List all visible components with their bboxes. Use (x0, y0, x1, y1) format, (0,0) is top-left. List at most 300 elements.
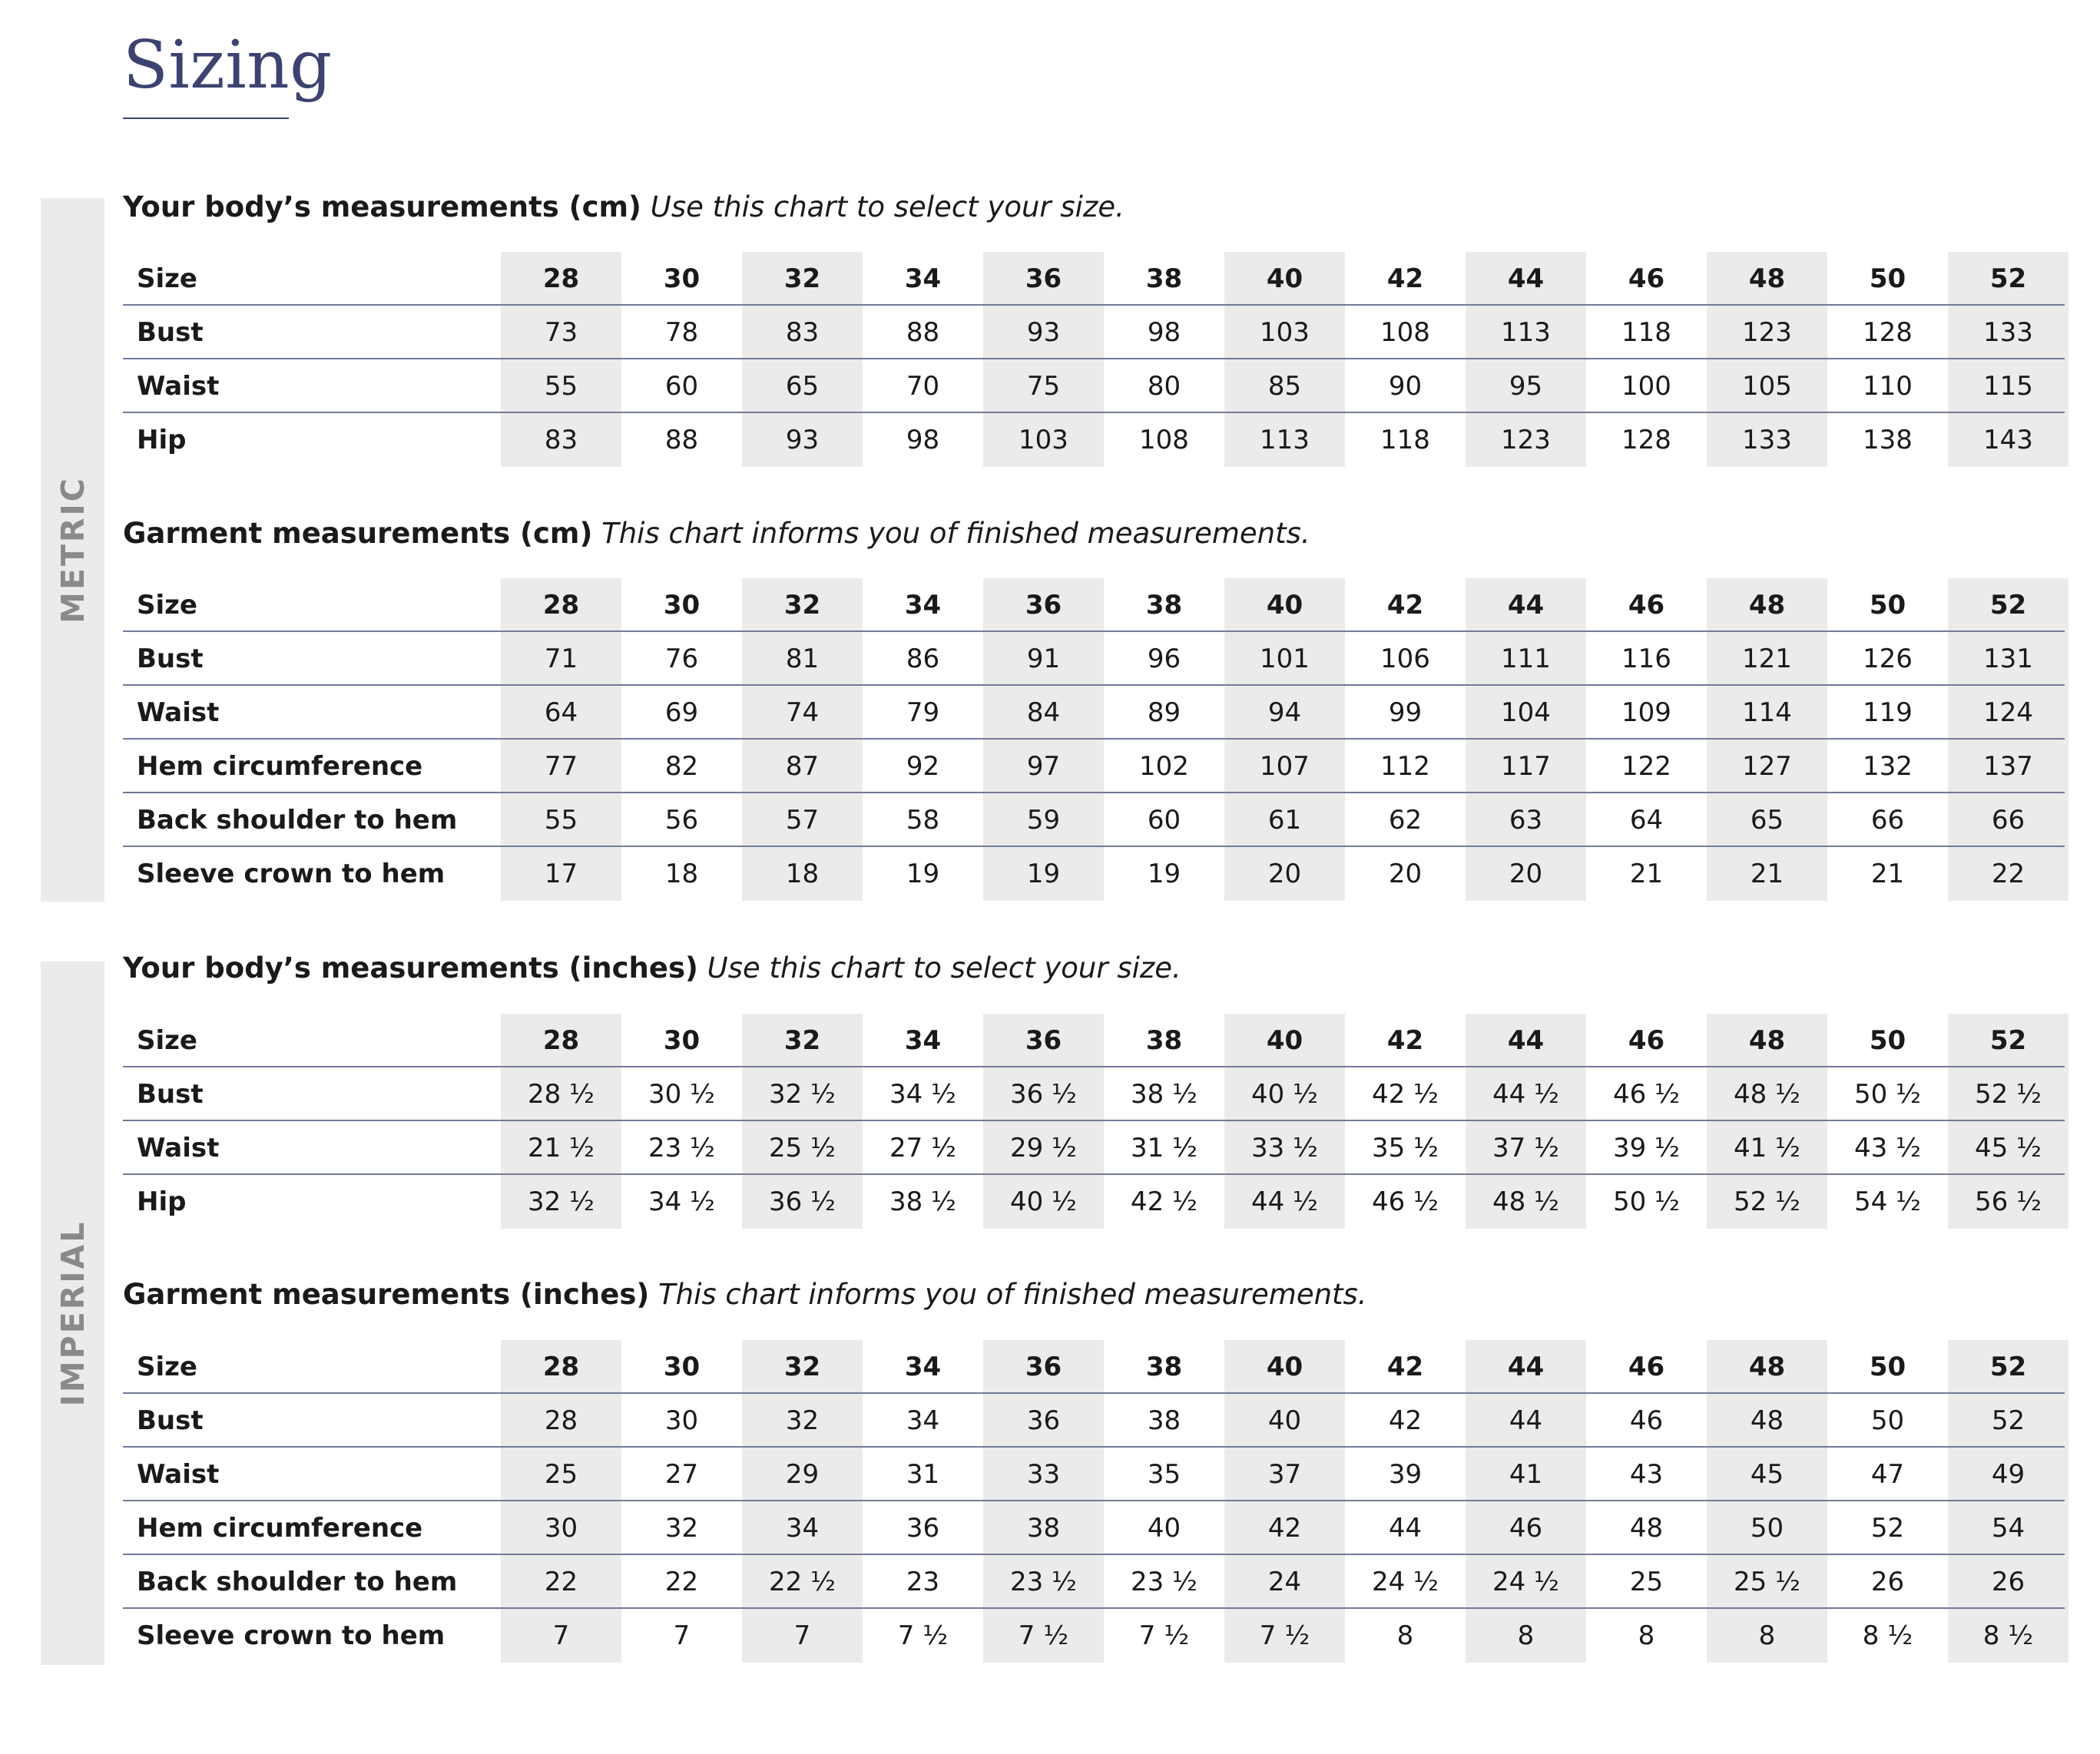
measurement-cell: 38 (983, 1501, 1104, 1555)
measurement-cell: 48 ½ (1466, 1175, 1586, 1229)
measurement-cell: 26 (1948, 1555, 2069, 1609)
measurement-cell: 52 ½ (1707, 1175, 1827, 1229)
measurement-cell: 58 (906, 805, 940, 836)
row-label: Waist (137, 371, 220, 402)
size-header-cell: 34 (904, 590, 942, 621)
size-header-cell: 40 (1224, 1014, 1345, 1067)
measurement-cell: 106 (1380, 644, 1430, 674)
measurement-cell: 111 (1466, 632, 1586, 686)
measurement-cell: 107 (1224, 740, 1345, 793)
measurement-cell: 32 ½ (501, 1175, 621, 1229)
measurement-cell: 31 ½ (1130, 1133, 1198, 1163)
size-header-cell: 46 (1628, 263, 1665, 294)
measurement-cell: 17 (501, 847, 621, 901)
measurement-cell: 114 (1707, 686, 1827, 740)
row-label: Back shoulder to hem (137, 1567, 458, 1597)
table-row (123, 740, 2065, 793)
measurement-cell: 60 (664, 371, 699, 402)
table-row (123, 306, 2065, 359)
measurement-cell: 52 ½ (1948, 1067, 2069, 1121)
row-label: Waist (137, 1459, 220, 1490)
size-header-cell: 44 (1466, 1340, 1586, 1394)
measurement-cell: 30 ½ (648, 1079, 716, 1110)
measurement-cell: 78 (664, 317, 699, 348)
measurement-cell: 113 (1224, 413, 1345, 467)
row-label: Back shoulder to hem (137, 805, 458, 836)
measurement-cell: 94 (1224, 686, 1345, 740)
size-header-cell: 44 (1466, 1014, 1586, 1067)
row-label: Sleeve crown to hem (137, 1620, 446, 1651)
table-heading: Your body’s measurements (inches) Use this chart to select your size. (123, 951, 1181, 985)
measurement-cell: 127 (1707, 740, 1827, 793)
measurement-cell: 8 ½ (1862, 1620, 1913, 1651)
row-label: Bust (137, 1079, 204, 1110)
measurement-cell: 137 (1948, 740, 2069, 793)
measurement-cell: 7 ½ (983, 1609, 1104, 1663)
measurement-cell: 113 (1466, 306, 1586, 359)
table-row (123, 1501, 2065, 1555)
measurement-cell: 110 (1863, 371, 1913, 402)
measurement-cell: 28 (501, 1394, 621, 1448)
measurement-cell: 19 (906, 859, 940, 889)
metric-garment-table (123, 578, 2065, 901)
measurement-cell: 98 (1147, 317, 1181, 348)
size-header-label: Size (137, 590, 197, 621)
measurement-cell: 123 (1466, 413, 1586, 467)
measurement-cell: 83 (501, 413, 621, 467)
measurement-cell: 29 ½ (983, 1121, 1104, 1175)
measurement-cell: 8 (1707, 1609, 1827, 1663)
measurement-cell: 138 (1863, 425, 1913, 455)
size-header-cell: 46 (1628, 1352, 1665, 1382)
measurement-cell: 33 ½ (1224, 1121, 1345, 1175)
measurement-cell: 124 (1948, 686, 2069, 740)
measurement-cell: 50 ½ (1853, 1079, 1922, 1110)
measurement-cell: 88 (664, 425, 699, 455)
measurement-cell: 20 (1224, 847, 1345, 901)
measurement-cell: 39 ½ (1612, 1133, 1681, 1163)
measurement-cell: 23 ½ (983, 1555, 1104, 1609)
measurement-cell: 20 (1388, 859, 1423, 889)
measurement-cell: 133 (1707, 413, 1827, 467)
measurement-cell: 46 (1629, 1405, 1664, 1436)
measurement-cell: 21 ½ (501, 1121, 621, 1175)
measurement-cell: 105 (1707, 359, 1827, 413)
measurement-cell: 19 (1147, 859, 1181, 889)
measurement-cell: 30 (664, 1405, 699, 1436)
measurement-cell: 28 ½ (501, 1067, 621, 1121)
table-heading: Your body’s measurements (cm) Use this chart to select your size. (123, 190, 1125, 223)
measurement-cell: 104 (1466, 686, 1586, 740)
measurement-cell: 81 (742, 632, 863, 686)
measurement-cell: 76 (664, 644, 699, 674)
size-header-cell: 46 (1628, 590, 1665, 621)
measurement-cell: 86 (906, 644, 940, 674)
measurement-cell: 8 ½ (1948, 1609, 2069, 1663)
size-header-cell: 40 (1224, 1340, 1345, 1394)
table-row (123, 1555, 2065, 1609)
row-label: Bust (137, 644, 204, 674)
title-underline (123, 117, 289, 119)
measurement-cell: 48 (1629, 1513, 1664, 1544)
measurement-cell: 82 (664, 751, 699, 782)
measurement-cell: 41 ½ (1707, 1121, 1827, 1175)
measurement-cell: 36 (983, 1394, 1104, 1448)
measurement-cell: 34 ½ (889, 1079, 957, 1110)
size-header-cell: 36 (983, 578, 1104, 632)
measurement-cell: 7 (673, 1620, 691, 1651)
measurement-cell: 102 (1139, 751, 1189, 782)
size-header-cell: 30 (663, 1352, 701, 1382)
size-header-cell: 50 (1869, 1352, 1906, 1382)
size-header-label: Size (137, 1352, 197, 1382)
measurement-cell: 64 (501, 686, 621, 740)
measurement-cell: 55 (501, 359, 621, 413)
imperial-body-table (123, 1014, 2065, 1229)
measurement-cell: 115 (1948, 359, 2069, 413)
table-row (123, 359, 2065, 413)
row-label: Hip (137, 425, 187, 455)
row-label: Hem circumference (137, 751, 423, 782)
measurement-cell: 40 (1224, 1394, 1345, 1448)
measurement-cell: 122 (1621, 751, 1671, 782)
size-header-cell: 50 (1869, 1025, 1906, 1056)
measurement-cell: 56 (664, 805, 699, 836)
measurement-cell: 89 (1147, 697, 1181, 728)
measurement-cell: 19 (983, 847, 1104, 901)
measurement-cell: 23 (906, 1567, 940, 1597)
imperial-label: IMPERIAL (54, 1220, 91, 1407)
measurement-cell: 71 (501, 632, 621, 686)
measurement-cell: 35 (1147, 1459, 1181, 1490)
size-header-cell: 32 (742, 252, 863, 306)
size-header-cell: 38 (1145, 1025, 1183, 1056)
measurement-cell: 48 ½ (1707, 1067, 1827, 1121)
size-header-cell: 50 (1869, 263, 1906, 294)
size-header-cell: 28 (501, 252, 621, 306)
measurement-cell: 32 ½ (742, 1067, 863, 1121)
measurement-cell: 7 ½ (1138, 1620, 1190, 1651)
table-header-row (123, 1014, 2065, 1067)
measurement-cell: 22 ½ (742, 1555, 863, 1609)
measurement-cell: 27 (664, 1459, 699, 1490)
measurement-cell: 96 (1147, 644, 1181, 674)
measurement-cell: 45 ½ (1948, 1121, 2069, 1175)
measurement-cell: 63 (1466, 793, 1586, 847)
size-header-cell: 28 (501, 1340, 621, 1394)
size-header-cell: 42 (1386, 1352, 1424, 1382)
measurement-cell: 18 (742, 847, 863, 901)
measurement-cell: 101 (1224, 632, 1345, 686)
measurement-cell: 44 ½ (1466, 1067, 1586, 1121)
size-header-cell: 48 (1707, 1014, 1827, 1067)
measurement-cell: 21 (1870, 859, 1905, 889)
row-label: Bust (137, 1405, 204, 1436)
measurement-cell: 32 (742, 1394, 863, 1448)
measurement-cell: 25 (1629, 1567, 1664, 1597)
size-header-cell: 48 (1707, 1340, 1827, 1394)
measurement-cell: 92 (906, 751, 940, 782)
measurement-cell: 46 (1466, 1501, 1586, 1555)
row-label: Hip (137, 1186, 187, 1217)
measurement-cell: 37 (1224, 1448, 1345, 1501)
measurement-cell: 25 (501, 1448, 621, 1501)
measurement-cell: 46 ½ (1371, 1186, 1439, 1217)
measurement-cell: 7 (501, 1609, 621, 1663)
measurement-cell: 54 ½ (1853, 1186, 1922, 1217)
measurement-cell: 44 ½ (1224, 1175, 1345, 1229)
measurement-cell: 38 (1147, 1405, 1181, 1436)
measurement-cell: 73 (501, 306, 621, 359)
size-header-cell: 48 (1707, 252, 1827, 306)
size-header-cell: 30 (663, 263, 701, 294)
measurement-cell: 117 (1466, 740, 1586, 793)
measurement-cell: 95 (1466, 359, 1586, 413)
measurement-cell: 49 (1948, 1448, 2069, 1501)
measurement-cell: 121 (1707, 632, 1827, 686)
page-title: Sizing (123, 27, 333, 104)
measurement-cell: 48 (1707, 1394, 1827, 1448)
measurement-cell: 93 (742, 413, 863, 467)
measurement-cell: 47 (1870, 1459, 1905, 1490)
measurement-cell: 56 ½ (1948, 1175, 2069, 1229)
measurement-cell: 42 ½ (1371, 1079, 1439, 1110)
table-row (123, 793, 2065, 847)
measurement-cell: 128 (1621, 425, 1671, 455)
measurement-cell: 7 ½ (1224, 1609, 1345, 1663)
measurement-cell: 7 ½ (897, 1620, 949, 1651)
size-header-cell: 46 (1628, 1025, 1665, 1056)
measurement-cell: 87 (742, 740, 863, 793)
metric-side-band (41, 198, 104, 902)
measurement-cell: 42 (1224, 1501, 1345, 1555)
measurement-cell: 132 (1863, 751, 1913, 782)
table-row (123, 1448, 2065, 1501)
measurement-cell: 119 (1863, 697, 1913, 728)
measurement-cell: 85 (1224, 359, 1345, 413)
table-row (123, 1067, 2065, 1121)
measurement-cell: 64 (1629, 805, 1664, 836)
measurement-cell: 116 (1621, 644, 1671, 674)
measurement-cell: 43 (1629, 1459, 1664, 1490)
size-header-cell: 52 (1948, 1340, 2069, 1394)
row-label: Waist (137, 697, 220, 728)
measurement-cell: 84 (983, 686, 1104, 740)
size-header-cell: 42 (1386, 590, 1424, 621)
measurement-cell: 36 ½ (983, 1067, 1104, 1121)
measurement-cell: 34 (906, 1405, 940, 1436)
row-label: Waist (137, 1133, 220, 1163)
imperial-side-band (41, 961, 104, 1665)
measurement-cell: 103 (1224, 306, 1345, 359)
measurement-cell: 18 (664, 859, 699, 889)
measurement-cell: 24 (1224, 1555, 1345, 1609)
measurement-cell: 128 (1863, 317, 1913, 348)
measurement-cell: 54 (1948, 1501, 2069, 1555)
row-label: Bust (137, 317, 204, 348)
measurement-cell: 123 (1707, 306, 1827, 359)
measurement-cell: 36 ½ (742, 1175, 863, 1229)
measurement-cell: 45 (1707, 1448, 1827, 1501)
measurement-cell: 8 (1396, 1620, 1414, 1651)
measurement-cell: 42 ½ (1130, 1186, 1198, 1217)
size-header-cell: 36 (983, 1340, 1104, 1394)
measurement-cell: 103 (983, 413, 1104, 467)
measurement-cell: 42 (1388, 1405, 1423, 1436)
measurement-cell: 33 (983, 1448, 1104, 1501)
measurement-cell: 22 (664, 1567, 699, 1597)
size-header-cell: 32 (742, 1340, 863, 1394)
size-header-label: Size (137, 263, 197, 294)
size-header-cell: 36 (983, 1014, 1104, 1067)
measurement-cell: 50 (1870, 1405, 1905, 1436)
measurement-cell: 57 (742, 793, 863, 847)
measurement-cell: 118 (1621, 317, 1671, 348)
measurement-cell: 23 ½ (1130, 1567, 1198, 1597)
measurement-cell: 44 (1388, 1513, 1423, 1544)
measurement-cell: 32 (664, 1513, 699, 1544)
measurement-cell: 31 (906, 1459, 940, 1490)
measurement-cell: 40 (1147, 1513, 1181, 1544)
measurement-cell: 98 (906, 425, 940, 455)
measurement-cell: 131 (1948, 632, 2069, 686)
measurement-cell: 65 (1707, 793, 1827, 847)
measurement-cell: 8 (1466, 1609, 1586, 1663)
row-label: Hem circumference (137, 1513, 423, 1544)
measurement-cell: 22 (1948, 847, 2069, 901)
measurement-cell: 8 (1638, 1620, 1655, 1651)
measurement-cell: 52 (1948, 1394, 2069, 1448)
measurement-cell: 30 (501, 1501, 621, 1555)
table-row (123, 1609, 2065, 1663)
measurement-cell: 39 (1388, 1459, 1423, 1490)
measurement-cell: 108 (1380, 317, 1430, 348)
size-header-cell: 40 (1224, 252, 1345, 306)
measurement-cell: 29 (742, 1448, 863, 1501)
measurement-cell: 60 (1147, 805, 1181, 836)
size-header-label: Size (137, 1025, 197, 1056)
measurement-cell: 112 (1380, 751, 1430, 782)
measurement-cell: 38 ½ (889, 1186, 957, 1217)
size-header-cell: 50 (1869, 590, 1906, 621)
size-header-cell: 42 (1386, 263, 1424, 294)
size-header-cell: 52 (1948, 578, 2069, 632)
measurement-cell: 74 (742, 686, 863, 740)
measurement-cell: 34 (742, 1501, 863, 1555)
size-header-cell: 34 (904, 1025, 942, 1056)
size-header-cell: 34 (904, 1352, 942, 1382)
measurement-cell: 44 (1466, 1394, 1586, 1448)
row-label: Sleeve crown to hem (137, 859, 446, 889)
table-row (123, 413, 2065, 467)
table-row (123, 686, 2065, 740)
size-header-cell: 34 (904, 263, 942, 294)
measurement-cell: 21 (1707, 847, 1827, 901)
size-header-cell: 44 (1466, 578, 1586, 632)
size-header-cell: 42 (1386, 1025, 1424, 1056)
table-header-row (123, 252, 2065, 306)
measurement-cell: 50 ½ (1612, 1186, 1681, 1217)
measurement-cell: 23 ½ (648, 1133, 716, 1163)
size-header-cell: 32 (742, 578, 863, 632)
measurement-cell: 36 (906, 1513, 940, 1544)
size-header-cell: 30 (663, 590, 701, 621)
measurement-cell: 52 (1870, 1513, 1905, 1544)
measurement-cell: 35 ½ (1371, 1133, 1439, 1163)
imperial-garment-table (123, 1340, 2065, 1663)
table-row (123, 847, 2065, 901)
metric-body-table (123, 252, 2065, 467)
size-header-cell: 52 (1948, 1014, 2069, 1067)
measurement-cell: 46 ½ (1612, 1079, 1681, 1110)
measurement-cell: 75 (983, 359, 1104, 413)
measurement-cell: 38 ½ (1130, 1079, 1198, 1110)
size-header-cell: 32 (742, 1014, 863, 1067)
measurement-cell: 59 (983, 793, 1104, 847)
measurement-cell: 83 (742, 306, 863, 359)
measurement-cell: 79 (906, 697, 940, 728)
size-header-cell: 52 (1948, 252, 2069, 306)
measurement-cell: 40 ½ (983, 1175, 1104, 1229)
size-header-cell: 36 (983, 252, 1104, 306)
measurement-cell: 133 (1948, 306, 2069, 359)
measurement-cell: 20 (1466, 847, 1586, 901)
measurement-cell: 62 (1388, 805, 1423, 836)
measurement-cell: 66 (1870, 805, 1905, 836)
measurement-cell: 25 ½ (742, 1121, 863, 1175)
measurement-cell: 34 ½ (648, 1186, 716, 1217)
table-row (123, 632, 2065, 686)
size-header-cell: 40 (1224, 578, 1345, 632)
measurement-cell: 61 (1224, 793, 1345, 847)
measurement-cell: 40 ½ (1224, 1067, 1345, 1121)
size-header-cell: 38 (1145, 263, 1183, 294)
measurement-cell: 55 (501, 793, 621, 847)
measurement-cell: 21 (1629, 859, 1664, 889)
measurement-cell: 66 (1948, 793, 2069, 847)
measurement-cell: 90 (1388, 371, 1423, 402)
measurement-cell: 69 (664, 697, 699, 728)
table-heading: Garment measurements (cm) This chart informs you of finished measurements. (123, 517, 1310, 550)
measurement-cell: 7 (742, 1609, 863, 1663)
table-heading: Garment measurements (inches) This chart informs you of finished measurements. (123, 1278, 1367, 1311)
measurement-cell: 43 ½ (1853, 1133, 1922, 1163)
measurement-cell: 80 (1147, 371, 1181, 402)
measurement-cell: 27 ½ (889, 1133, 957, 1163)
table-header-row (123, 578, 2065, 632)
measurement-cell: 25 ½ (1707, 1555, 1827, 1609)
size-header-cell: 28 (501, 1014, 621, 1067)
size-header-cell: 48 (1707, 578, 1827, 632)
measurement-cell: 109 (1621, 697, 1671, 728)
table-row (123, 1175, 2065, 1229)
measurement-cell: 97 (983, 740, 1104, 793)
size-header-cell: 38 (1145, 1352, 1183, 1382)
table-row (123, 1394, 2065, 1448)
table-row (123, 1121, 2065, 1175)
measurement-cell: 24 ½ (1371, 1567, 1439, 1597)
measurement-cell: 118 (1380, 425, 1430, 455)
measurement-cell: 26 (1870, 1567, 1905, 1597)
size-header-cell: 30 (663, 1025, 701, 1056)
table-header-row (123, 1340, 2065, 1394)
measurement-cell: 70 (906, 371, 940, 402)
measurement-cell: 41 (1466, 1448, 1586, 1501)
measurement-cell: 65 (742, 359, 863, 413)
measurement-cell: 108 (1139, 425, 1189, 455)
measurement-cell: 88 (906, 317, 940, 348)
size-header-cell: 38 (1145, 590, 1183, 621)
